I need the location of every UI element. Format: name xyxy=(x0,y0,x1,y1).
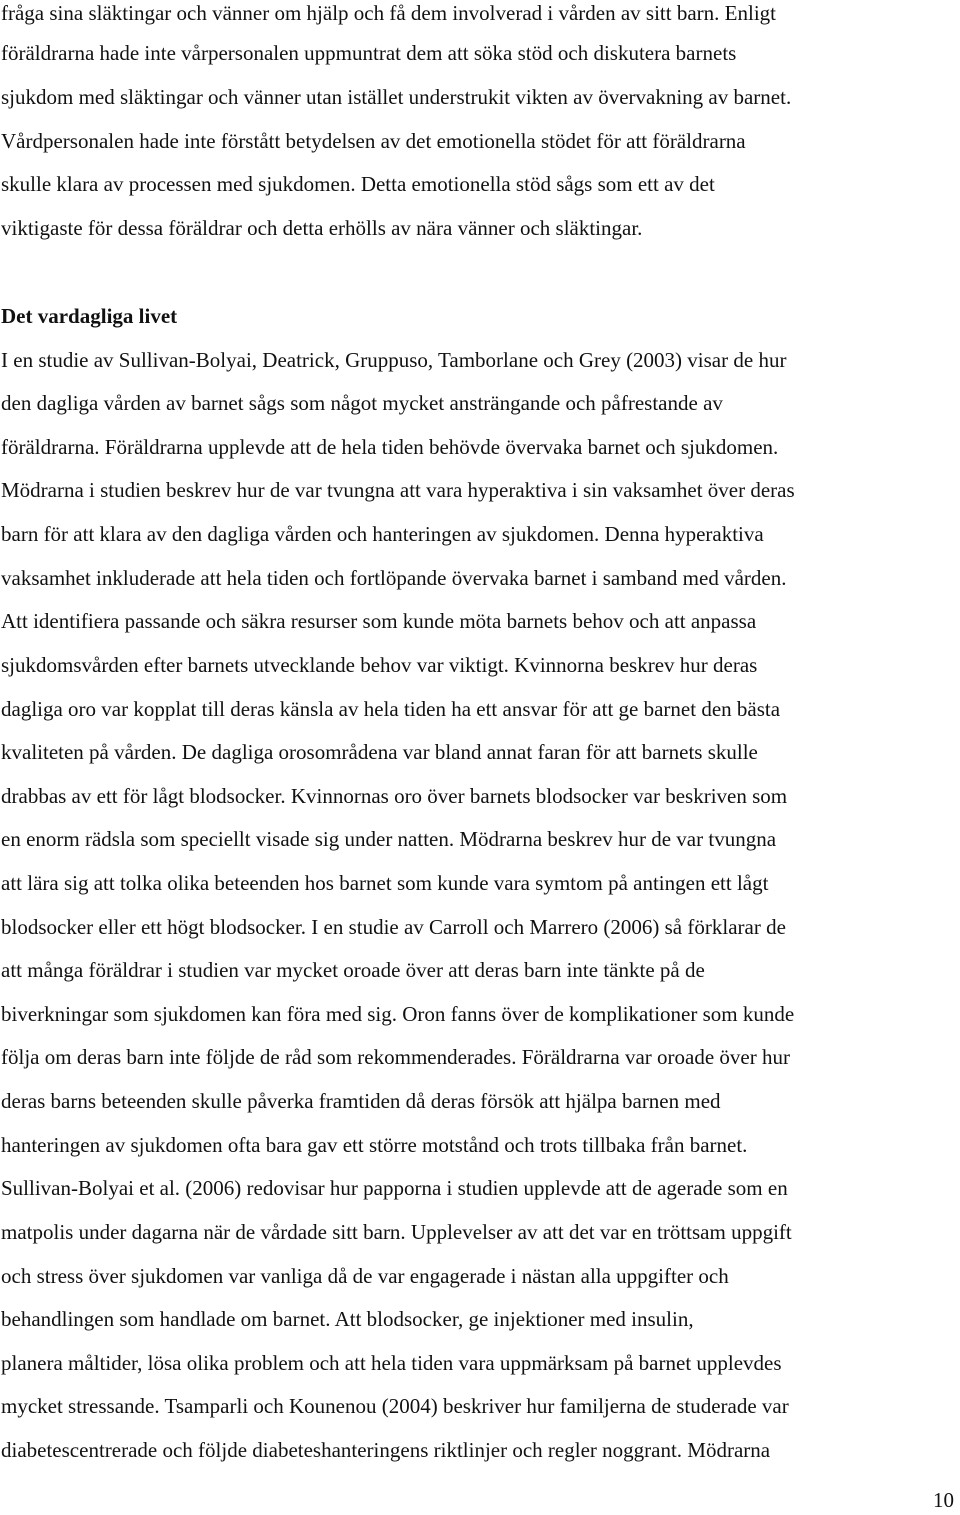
page-number: 10 xyxy=(933,1488,954,1512)
text-line: föräldrarna. Föräldrarna upplevde att de hela tiden behövde övervaka barnet och sjukdomen. xyxy=(1,435,779,459)
text-line: skulle klara av processen med sjukdomen. Detta emotionella stöd sågs som ett av det xyxy=(1,172,715,196)
text-line: kvaliteten på vården. De dagliga orosområdena var bland annat faran för att barnets skulle xyxy=(1,740,758,764)
text-line: fråga sina släktingar och vänner om hjälp och få dem involverad i vården av sitt barn. Enligt xyxy=(1,1,777,25)
text-line: sjukdomsvården efter barnets utvecklande behov var viktigt. Kvinnorna beskrev hur deras xyxy=(1,653,758,677)
text-line: drabbas av ett för lågt blodsocker. Kvinnornas oro över barnets blodsocker var beskriven som xyxy=(1,784,788,808)
text-line: mycket stressande. Tsamparli och Kounenou (2004) beskriver hur familjerna de studerade var xyxy=(1,1394,789,1418)
text-line: diabetescentrerade och följde diabeteshanteringens riktlinjer och regler noggrant. Mödrarna xyxy=(1,1438,771,1462)
text-line: den dagliga vården av barnet sågs som något mycket ansträngande och påfrestande av xyxy=(1,391,723,415)
text-line: Vårdpersonalen hade inte förstått betydelsen av det emotionella stödet för att föräldrarna xyxy=(1,129,746,153)
text-line: föräldrarna hade inte vårpersonalen uppmuntrat dem att söka stöd och diskutera barnets xyxy=(1,41,737,65)
text-line: deras barns beteenden skulle påverka framtiden då deras försök att hjälpa barnen med xyxy=(1,1089,721,1113)
text-line: viktigaste för dessa föräldrar och detta erhölls av nära vänner och släktingar. xyxy=(1,216,643,240)
text-line: barn för att klara av den dagliga vården och hanteringen av sjukdomen. Denna hyperaktiva xyxy=(1,522,764,546)
text-line: följa om deras barn inte följde de råd som rekommenderades. Föräldrarna var oroade över hur xyxy=(1,1045,790,1069)
text-line: Mödrarna i studien beskrev hur de var tvungna att vara hyperaktiva i sin vaksamhet över deras xyxy=(1,478,795,502)
text-line: att lära sig att tolka olika beteenden hos barnet som kunde vara symtom på antingen ett lågt xyxy=(1,871,769,895)
text-line: biverkningar som sjukdomen kan föra med sig. Oron fanns över de komplikationer som kunde xyxy=(1,1002,795,1026)
text-line: att många föräldrar i studien var mycket oroade över att deras barn inte tänkte på de xyxy=(1,958,705,982)
text-line: dagliga oro var kopplat till deras känsla av hela tiden ha ett ansvar för att ge barnet den bästa xyxy=(1,697,781,721)
text-line: matpolis under dagarna när de vårdade sitt barn. Upplevelser av att det var en tröttsam uppgift xyxy=(1,1220,792,1244)
text-line: Sullivan-Bolyai et al. (2006) redovisar hur papporna i studien upplevde att de agerade som en xyxy=(1,1176,788,1200)
text-line: en enorm rädsla som speciellt visade sig under natten. Mödrarna beskrev hur de var tvungna xyxy=(1,827,777,851)
text-line: hanteringen av sjukdomen ofta bara gav ett större motstånd och trots tillbaka från barnet. xyxy=(1,1133,748,1157)
text-line: blodsocker eller ett högt blodsocker. I en studie av Carroll och Marrero (2006) så förklarar de xyxy=(1,915,786,939)
text-line: behandlingen som handlade om barnet. Att blodsocker, ge injektioner med insulin, xyxy=(1,1307,694,1331)
text-line: planera måltider, lösa olika problem och att hela tiden vara uppmärksam på barnet upplevdes xyxy=(1,1351,782,1375)
text-line: Att identifiera passande och säkra resurser som kunde möta barnets behov och att anpassa xyxy=(1,609,757,633)
text-line: vaksamhet inkluderade att hela tiden och fortlöpande övervaka barnet i samband med vården. xyxy=(1,566,787,590)
text-line: och stress över sjukdomen var vanliga då de var engagerade i nästan alla uppgifter och xyxy=(1,1264,729,1288)
section-heading: Det vardagliga livet xyxy=(1,304,178,328)
text-line: I en studie av Sullivan-Bolyai, Deatrick, Gruppuso, Tamborlane och Grey (2003) visar de hur xyxy=(1,348,787,372)
text-line: sjukdom med släktingar och vänner utan istället understrukit vikten av övervakning av barnet. xyxy=(1,85,792,109)
